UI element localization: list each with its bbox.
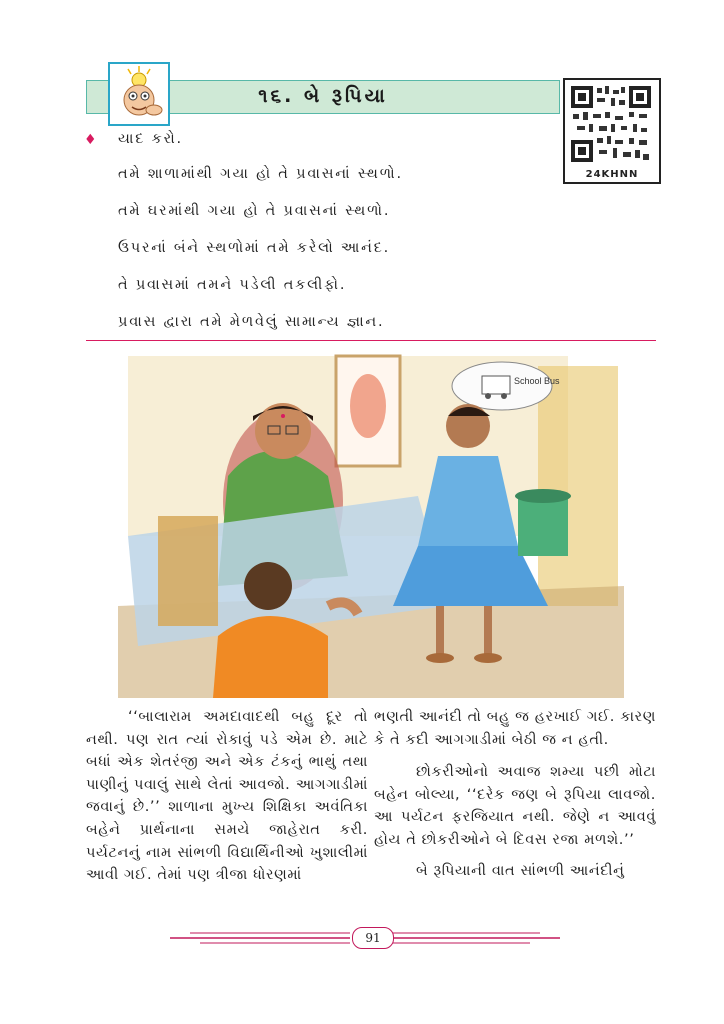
intro-item-4: તે પ્રવાસમાં તમને પડેલી તકલીફો. [118,277,347,293]
diamond-bullet-icon: ♦ [84,132,97,148]
section-divider [86,340,656,341]
intro-item-2: તમે ઘરમાંથી ગયા હો તે પ્રવાસનાં સ્થળો. [118,203,391,219]
bubble-text: School Bus [514,376,560,386]
story-paragraph-2: ભણતી આનંદી તો બહુ જ હરખાઈ ગઈ. કારણ કે તે કદી આગગાડીમાં બેઠી જ ન હતી. [374,709,656,748]
story-paragraph-3: છોકરીઓનો અવાજ શમ્યા પછી મોટા બહેન બોલ્યા, ‘‘દરેક જણ બે રૂપિયા લાવજો. આ પર્યટન ફરજિયાત નથી. જેણે ન આવવું હોય તે છોકરીઓને બે દિવસ રજા મળશે.’’ [374,764,656,848]
qr-label: 24KHNN [585,169,639,180]
intro-heading: યાદ કરો. [118,131,183,147]
qr-pattern [571,86,651,162]
intro-item-5: પ્રવાસ દ્વારા તમે મેળવેલું સામાન્ય જ્ઞાન. [118,314,385,330]
intro-item-1: તમે શાળામાંથી ગયા હો તે પ્રવાસનાં સ્થળો. [118,166,403,182]
story-column-left [86,706,368,887]
qr-code[interactable] [563,78,661,184]
page-number: 91 [352,927,394,949]
lightbulb-mascot-icon [108,62,170,126]
intro-item-3: ઉપરનાં બંને સ્થળોમાં તમે કરેલો આનંદ. [118,240,391,256]
story-column-right [374,706,656,882]
chapter-title: ૧૬. બે રૂપિયા [258,85,388,107]
classroom-illustration [118,346,624,698]
story-paragraph-4: બે રૂપિયાની વાત સાંભળી આનંદીનું [416,862,625,879]
story-paragraph-1: ‘‘બાલારામ અમદાવાદથી બહુ દૂર તો નથી. પણ રાત ત્યાં રોકાવું પડે એમ છે. માટે બધાં એક શેતરંજી અને એક ટંકનું ભાથું તથા પાણીનું પવાલું સાથે લેતાં આવજો. આગગાડીમાં જવાનું છે.’’ શાળાના મુખ્ય શિક્ષિકા અવંતિકા બહેને પ્રાર્થનાના સમયે જાહેરાત કરી. પર્યટનનું નામ સાંભળી વિદ્યાર્થિનીઓ ખુશાલીમાં આવી ગઈ. તેમાં પણ ત્રીજા ધોરણમાં [86,709,368,884]
